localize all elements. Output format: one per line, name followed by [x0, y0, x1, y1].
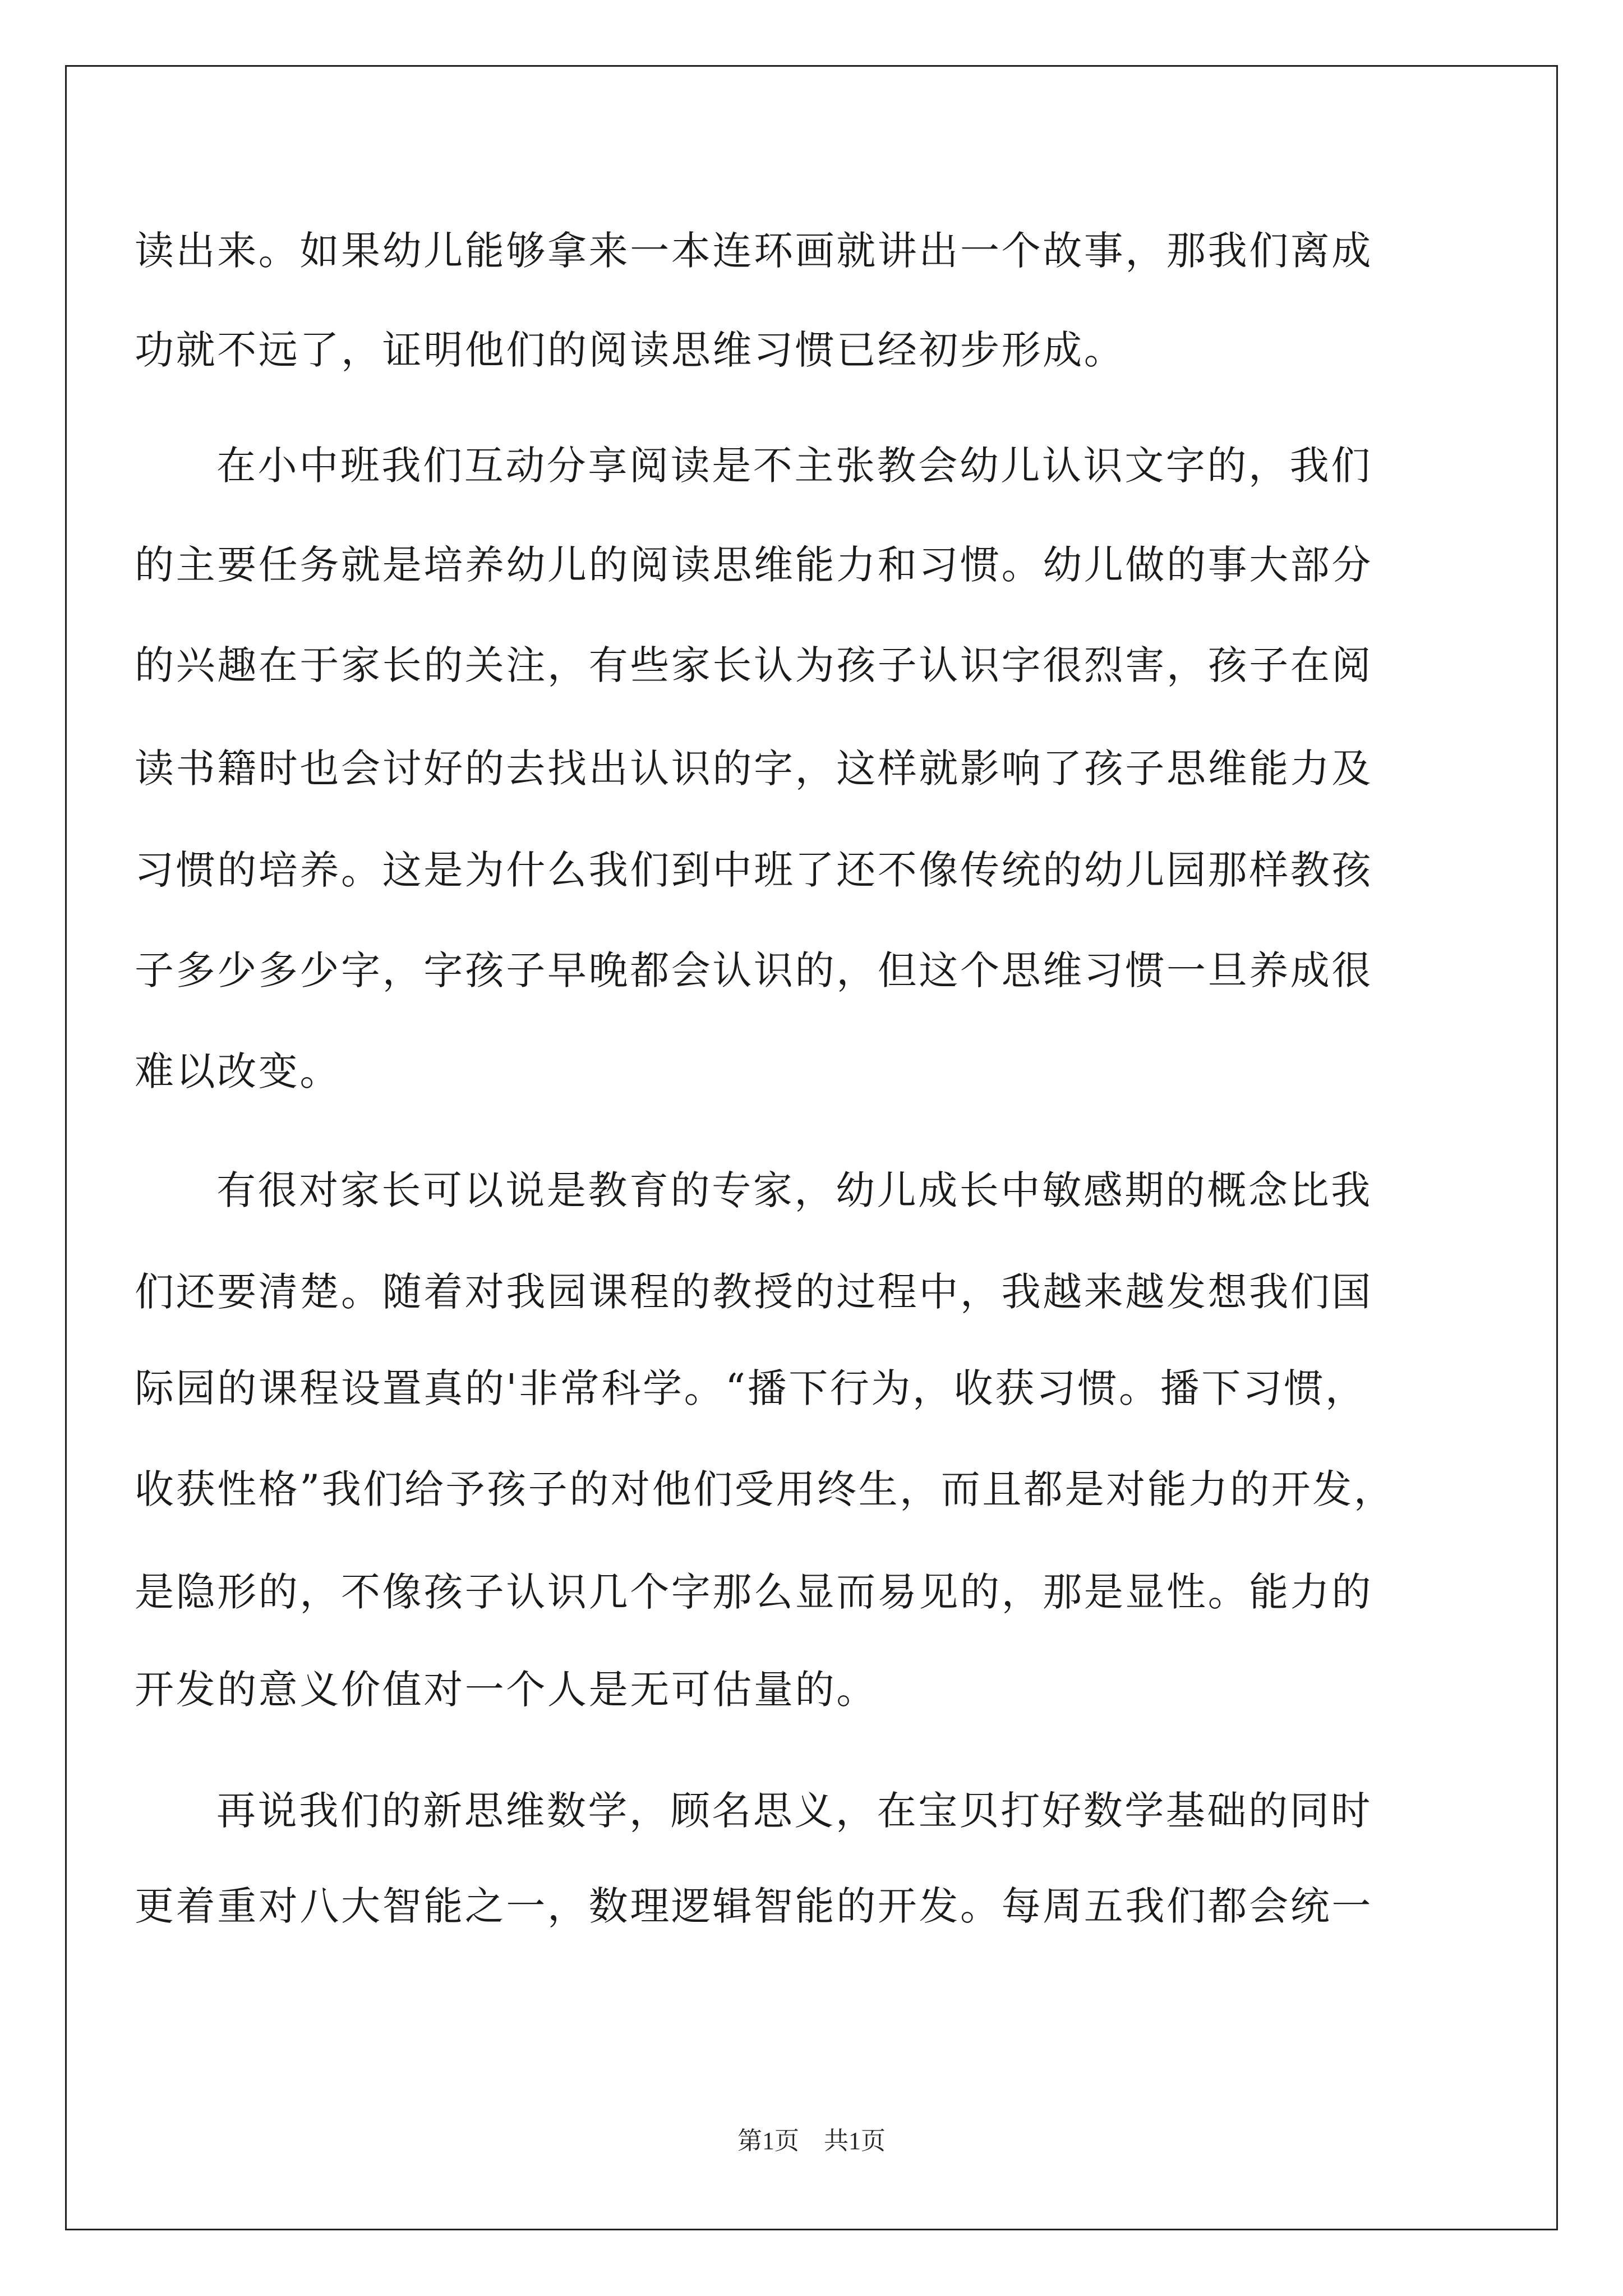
text-line: 的主要任务就是培养幼儿的阅读思维能力和习惯。幼儿做的事大部分 [135, 542, 1373, 588]
text-line: 开发的意义价值对一个人是无可估量的。 [135, 1667, 878, 1713]
text-line: 的兴趣在于家长的关注，有些家长认为孩子认识字很烈害，孩子在阅 [135, 642, 1373, 688]
paragraph-first-line: 有很对家长可以说是教育的专家，幼儿成长中敏感期的概念比我 [216, 1167, 1372, 1213]
text-line: 收获性格”我们给予孩子的对他们受用终生，而且都是对能力的开发， [135, 1466, 1395, 1512]
text-line: 是隐形的，不像孩子认识几个字那么显而易见的，那是显性。能力的 [135, 1569, 1373, 1615]
text-line: 习惯的培养。这是为什么我们到中班了还不像传统的幼儿园那样教孩 [135, 847, 1373, 893]
page-number: 第1页 共1页 [737, 2127, 886, 2155]
text-line: 读出来。如果幼儿能够拿来一本连环画就讲出一个故事，那我们离成 [135, 228, 1373, 274]
text-line: 子多少多少字，字孩子早晚都会认识的，但这个思维习惯一旦养成很 [135, 947, 1373, 993]
paragraph-first-line: 在小中班我们互动分享阅读是不主张教会幼儿认识文字的，我们 [216, 443, 1372, 489]
text-line: 功就不远了，证明他们的阅读思维习惯已经初步形成。 [135, 327, 1126, 373]
text-line: 们还要清楚。随着对我园课程的教授的过程中，我越来越发想我们国 [135, 1269, 1373, 1315]
text-line: 难以改变。 [135, 1048, 341, 1094]
text-line: 际园的课程设置真的'非常科学。“播下行为，收获习惯。播下习惯， [135, 1365, 1367, 1411]
paragraph-first-line: 再说我们的新思维数学，顾名思义，在宝贝打好数学基础的同时 [216, 1788, 1372, 1834]
text-line: 更着重对八大智能之一，数理逻辑智能的开发。每周五我们都会统一 [135, 1883, 1373, 1929]
text-line: 读书籍时也会讨好的去找出认识的字，这样就影响了孩子思维能力及 [135, 746, 1373, 792]
